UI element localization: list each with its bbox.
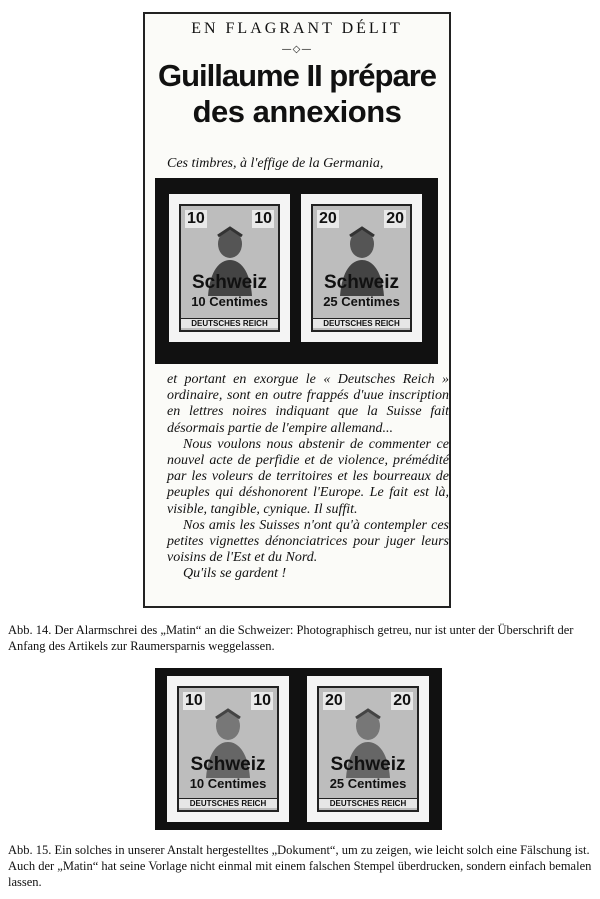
stamp-reich-label: DEUTSCHES REICH <box>179 798 277 808</box>
headline-line-1: Guillaume II prépare <box>157 58 437 93</box>
stamp-denom-left: 10 <box>185 692 203 709</box>
clipping-body <box>167 372 449 583</box>
overprint-country: Schweiz <box>330 754 406 775</box>
overprint-country: Schweiz <box>324 272 399 293</box>
stamp-denom-left: 10 <box>187 210 205 227</box>
stamp-20 <box>307 676 429 822</box>
stamp-10 <box>167 676 289 822</box>
stamp-10 <box>169 194 290 342</box>
stamp-denom-right: 20 <box>393 692 411 709</box>
overprint-value: 10 Centimes <box>191 294 268 309</box>
stamp-denom-right: 10 <box>254 210 272 227</box>
stamp-denom-left: 20 <box>325 692 343 709</box>
closing-line: Qu'ils se gardent ! <box>183 566 287 582</box>
stamp-reich-label: DEUTSCHES REICH <box>313 318 410 328</box>
paragraph: Nous voulons nous abstenir de commenter ce nouvel acte de perfidie et de violence, prémédité par les voleurs de territoires et les bourreaux de peuples qui déshonorent l'Europe. Le fait est là, visible, tangible, cynique. Il suffit. <box>167 436 449 517</box>
paragraph: Nos amis les Suisses n'ont qu'à contempler ces petites vignettes dénonciatrices pour juger leurs voisins de l'Est et du Nord. <box>167 517 449 566</box>
stamp-photo-fig14 <box>155 178 438 364</box>
stamp-denom-left: 20 <box>319 210 337 227</box>
overprint-value: 10 Centimes <box>189 776 267 791</box>
clipping-kicker: EN FLAGRANT DÉLIT <box>191 20 403 37</box>
caption-fig14: Abb. 14. Der Alarmschrei des „Matin“ an die Schweizer: Photographisch getreu, nur ist unter der Überschrift der Anfang des Artikels zur Raumersparnis weggelassen. <box>8 623 574 653</box>
stamp-20 <box>301 194 422 342</box>
overprint-value: 25 Centimes <box>323 294 400 309</box>
overprint-value: 25 Centimes <box>329 776 407 791</box>
ornament-divider: —◇— <box>281 44 313 55</box>
clipping-headline <box>145 58 449 130</box>
overprint-country: Schweiz <box>190 754 266 775</box>
stamp-reich-label: DEUTSCHES REICH <box>181 318 278 328</box>
newspaper-clipping <box>143 12 451 608</box>
paragraph: et portant en exorgue le « Deutsches Reich » ordinaire, sont en outre frappés d'uue inscription en lettres noires indiquant que la Suisse fait désormais partie de l'empire allemand... <box>167 372 449 436</box>
stamp-denom-right: 10 <box>253 692 271 709</box>
headline-line-2: des annexions <box>192 94 402 129</box>
caption-fig15: Abb. 15. Ein solches in unserer Anstalt hergestelltes „Dokument“, um zu zeigen, wie leicht solch eine Fälschung ist. Auch der „Matin“ hat seine Vorlage nicht einmal mit einem falschen Stempel überdrucken, sondern einfach bemalen lassen. <box>8 843 592 889</box>
stamp-denom-right: 20 <box>386 210 404 227</box>
stamp-photo-fig15 <box>155 668 442 830</box>
clipping-lead: Ces timbres, à l'effige de la Germania, <box>167 156 384 171</box>
stamp-reich-label: DEUTSCHES REICH <box>319 798 417 808</box>
overprint-country: Schweiz <box>192 272 267 293</box>
